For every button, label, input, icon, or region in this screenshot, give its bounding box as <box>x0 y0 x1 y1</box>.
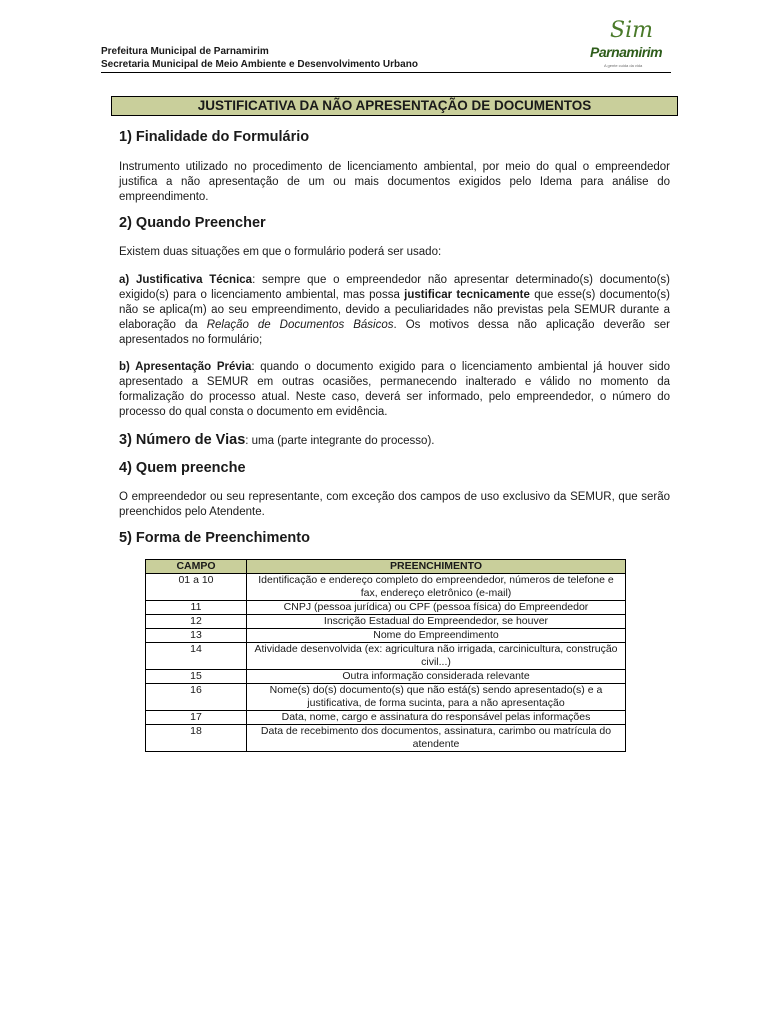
item-a-italic: Relação de Documentos Básicos <box>206 319 394 331</box>
logo-tagline: A gente cuida da vida <box>604 63 643 68</box>
item-a-text-1: : sempre que o empreendedor não apresentar determinado(s) documento(s) exigido(s) para o licenciamento ambiental, mas possa <box>119 274 670 301</box>
section-5-heading: 5) Forma de Preenchimento <box>119 530 310 546</box>
preenchimento-cell: Inscrição Estadual do Empreendedor, se houver <box>247 615 626 629</box>
preenchimento-cell: Nome(s) do(s) documento(s) que não está(s) sendo apresentado(s) e a justificativa, de forma sucinta, para a não apresentação <box>247 684 626 711</box>
preenchimento-cell: Nome do Empreendimento <box>247 629 626 643</box>
header-line-2: Secretaria Municipal de Meio Ambiente e Desenvolvimento Urbano <box>101 59 418 70</box>
section-4-heading: 4) Quem preenche <box>119 460 246 476</box>
fill-instructions-table <box>145 559 626 752</box>
table-row <box>146 629 626 643</box>
table-row <box>146 601 626 615</box>
campo-cell: 12 <box>146 615 247 629</box>
table-header-row <box>146 560 626 574</box>
section-3-text: : uma (parte integrante do processo). <box>245 435 435 447</box>
document-title: JUSTIFICATIVA DA NÃO APRESENTAÇÃO DE DOCUMENTOS <box>111 96 678 116</box>
section-4-text: O empreendedor ou seu representante, com exceção dos campos de uso exclusivo da SEMUR, que serão preenchidos pelo Atendente. <box>119 491 670 518</box>
preenchimento-cell: Atividade desenvolvida (ex: agricultura não irrigada, carcinicultura, construção civil...) <box>247 643 626 670</box>
section-2-item-b <box>119 360 670 420</box>
section-1-heading: 1) Finalidade do Formulário <box>119 129 310 145</box>
section-3-heading: 3) Número de Vias <box>119 432 246 448</box>
parnamirim-logo <box>588 18 672 72</box>
header-divider <box>101 72 671 73</box>
column-header-preenchimento: PREENCHIMENTO <box>247 560 626 574</box>
table-row <box>146 711 626 725</box>
campo-cell: 13 <box>146 629 247 643</box>
item-a-text-2: que esse(s) documento(s) não se aplica(m) ao seu empreendimento, devido a peculiaridades não previstas pela SEMUR durante a elaboração da <box>119 289 670 331</box>
table-row <box>146 725 626 752</box>
logo-script-text: Sim <box>610 18 653 43</box>
item-b-label: b) Apresentação Prévia <box>119 361 252 373</box>
section-3 <box>119 432 434 448</box>
section-1-text: Instrumento utilizado no procedimento de licenciamento ambiental, por meio do qual o empreendedor justifica a não apresentação de um ou mais documentos exigidos pelo Idema para análise do empreendimento. <box>119 161 670 203</box>
campo-cell: 01 a 10 <box>146 574 247 601</box>
preenchimento-cell: Data, nome, cargo e assinatura do responsável pelas informações <box>247 711 626 725</box>
logo-name-text: Parnamirim <box>590 44 663 60</box>
page-header <box>101 45 418 71</box>
column-header-campo: CAMPO <box>146 560 247 574</box>
item-a-text-3: . Os motivos dessa não aplicação deverão ser apresentados no formulário; <box>119 319 671 346</box>
campo-cell: 18 <box>146 725 247 752</box>
campo-cell: 11 <box>146 601 247 615</box>
preenchimento-cell: Data de recebimento dos documentos, assinatura, carimbo ou matrícula do atendente <box>247 725 626 752</box>
table-row <box>146 684 626 711</box>
campo-cell: 14 <box>146 643 247 670</box>
preenchimento-cell: Outra informação considerada relevante <box>247 670 626 684</box>
section-2-item-a <box>119 273 670 348</box>
item-a-label: a) Justificativa Técnica <box>119 274 253 286</box>
item-a-bold: justificar tecnicamente <box>404 289 530 301</box>
table-row <box>146 643 626 670</box>
item-b-text: : quando o documento exigido para o licenciamento ambiental já houver sido apresentado a SEMUR em outras ocasiões, permanecendo inalterado e válido no momento da formalização do processo atual. Neste caso, deverá ser informado, pelo empreendedor, o número do processo do qual consta o documento em evidência. <box>119 361 670 418</box>
preenchimento-cell: CNPJ (pessoa jurídica) ou CPF (pessoa física) do Empreendedor <box>247 601 626 615</box>
campo-cell: 16 <box>146 684 247 711</box>
table-row <box>146 574 626 601</box>
section-2-heading: 2) Quando Preencher <box>119 215 266 231</box>
preenchimento-cell: Identificação e endereço completo do empreendedor, números de telefone e fax, endereço eletrônico (e-mail) <box>247 574 626 601</box>
campo-cell: 17 <box>146 711 247 725</box>
table-row <box>146 670 626 684</box>
header-line-1: Prefeitura Municipal de Parnamirim <box>101 46 269 57</box>
section-2-intro: Existem duas situações em que o formulário poderá ser usado: <box>119 246 442 258</box>
campo-cell: 15 <box>146 670 247 684</box>
table-row <box>146 615 626 629</box>
